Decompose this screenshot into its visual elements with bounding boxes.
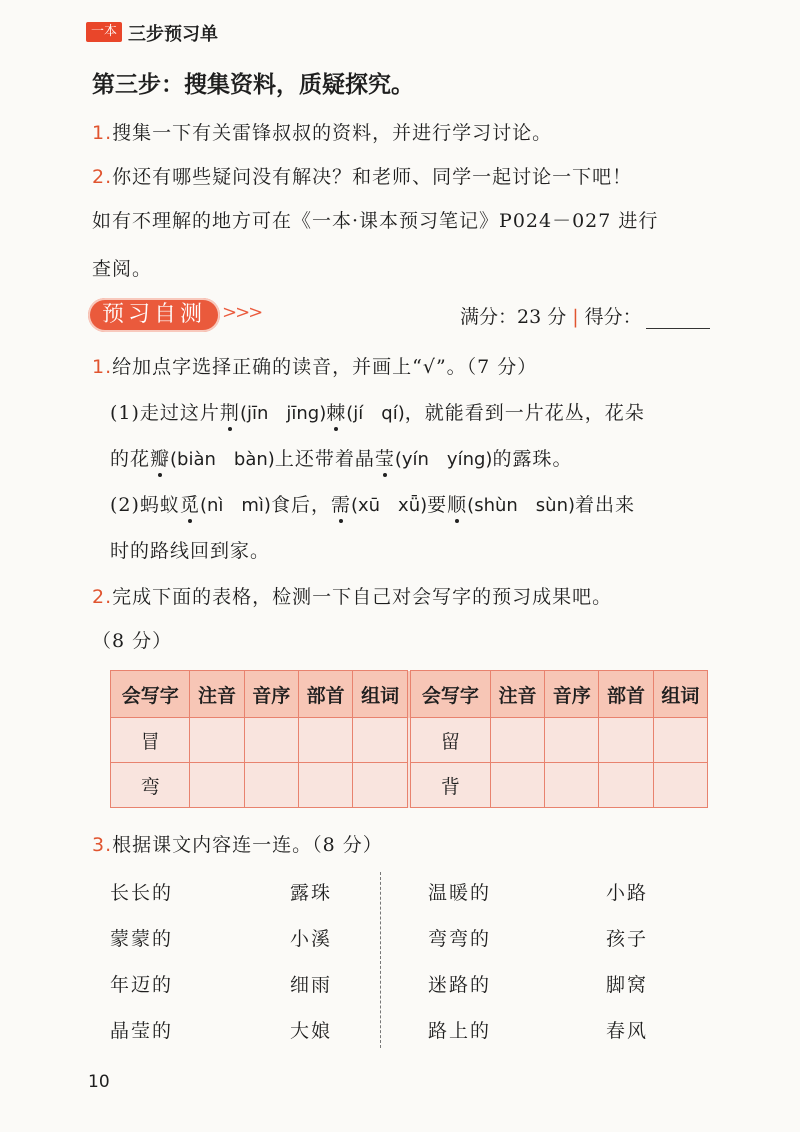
match-left-item[interactable]: 迷路的 — [428, 974, 492, 996]
score-label: 得分： — [584, 306, 642, 328]
match-right-item[interactable]: 春风 — [606, 1020, 649, 1042]
pinyin-options[interactable]: (biàn bàn) — [170, 449, 275, 470]
step3-item-2 — [92, 162, 632, 189]
pinyin-options[interactable]: (shùn sùn) — [467, 495, 576, 516]
dotted-char: 需 — [331, 490, 351, 517]
match-left-item[interactable]: 弯弯的 — [428, 928, 492, 950]
table-cell: 弯 — [111, 763, 190, 808]
table-row — [111, 718, 708, 763]
table-header: 会写字 — [409, 671, 490, 718]
match-left-item[interactable]: 长长的 — [110, 882, 174, 904]
q3-prompt — [92, 830, 383, 857]
table-cell[interactable] — [353, 718, 409, 763]
text-segment: (2)蚂蚁 — [110, 494, 180, 516]
pinyin-options[interactable]: (yín yíng) — [394, 449, 493, 470]
column-divider — [380, 872, 381, 1048]
match-left-item[interactable]: 晶莹的 — [110, 1020, 174, 1042]
item-number: 2. — [92, 166, 113, 188]
item-text: 搜集一下有关雷锋叔叔的资料，并进行学习讨论。 — [112, 122, 553, 144]
dotted-char: 莹 — [375, 444, 395, 471]
q1-line-3 — [110, 490, 635, 517]
text-segment: 着出来 — [575, 494, 636, 516]
dotted-char: 瓣 — [150, 444, 170, 471]
q1-prompt — [92, 352, 537, 379]
table-cell[interactable] — [244, 763, 298, 808]
pinyin-options[interactable]: (xū xǖ) — [350, 495, 428, 516]
match-right-item[interactable]: 小路 — [606, 882, 649, 904]
q1-line-2 — [110, 444, 572, 471]
table-header: 部首 — [599, 671, 653, 718]
table-header: 组词 — [353, 671, 409, 718]
table-cell[interactable] — [298, 763, 352, 808]
table-row — [111, 763, 708, 808]
table-cell[interactable] — [599, 763, 653, 808]
pinyin-options[interactable]: (jí qí) — [346, 403, 405, 424]
text-segment: 的花 — [110, 448, 151, 470]
match-right-item[interactable]: 小溪 — [290, 928, 333, 950]
text-segment: 食后， — [270, 494, 331, 516]
match-right-item[interactable]: 细雨 — [290, 974, 333, 996]
q2-prompt — [92, 582, 612, 609]
table-cell[interactable] — [545, 763, 599, 808]
dotted-char: 觅 — [180, 490, 200, 517]
text-segment: ，就能看到一片花丛，花朵 — [404, 402, 645, 424]
question-number: 1. — [92, 356, 113, 378]
q1-line-4: 时的路线回到家。 — [110, 540, 271, 562]
page-number: 10 — [88, 1072, 110, 1092]
table-header: 注音 — [190, 671, 244, 718]
table-header-row — [111, 671, 708, 718]
question-number: 2. — [92, 586, 113, 608]
question-number: 3. — [92, 834, 113, 856]
score-separator: | — [572, 306, 579, 328]
table-cell[interactable] — [190, 718, 244, 763]
text-segment: 上还带着晶 — [274, 448, 375, 470]
table-cell[interactable] — [298, 718, 352, 763]
table-header: 部首 — [298, 671, 352, 718]
full-score: 满分：23 分 — [460, 306, 567, 328]
item-text: 你还有哪些疑问没有解决？和老师、同学一起讨论一下吧！ — [112, 166, 633, 188]
table-cell: 留 — [409, 718, 490, 763]
match-right-item[interactable]: 露珠 — [290, 882, 333, 904]
score-blank[interactable] — [646, 310, 710, 329]
q2-points: （8 分） — [92, 630, 173, 652]
text-segment: (1)走过这片 — [110, 402, 220, 424]
table-cell[interactable] — [599, 718, 653, 763]
match-right-item[interactable]: 脚窝 — [606, 974, 649, 996]
pinyin-options[interactable]: (nì mì) — [199, 495, 271, 516]
table-cell: 背 — [409, 763, 490, 808]
dotted-char: 顺 — [447, 490, 467, 517]
table-header: 会写字 — [111, 671, 190, 718]
match-left-item[interactable]: 年迈的 — [110, 974, 174, 996]
table-cell: 冒 — [111, 718, 190, 763]
table-cell[interactable] — [653, 763, 707, 808]
match-left-item[interactable]: 蒙蒙的 — [110, 928, 174, 950]
table-header: 组词 — [653, 671, 707, 718]
dotted-char: 棘 — [326, 398, 346, 425]
reference-note: 如有不理解的地方可在《一本·课本预习笔记》P024－027 进行 — [92, 210, 659, 232]
table-header: 音序 — [244, 671, 298, 718]
text-segment: 要 — [427, 494, 448, 516]
pinyin-options[interactable]: (jīn jīng) — [239, 403, 327, 424]
match-left-item[interactable]: 路上的 — [428, 1020, 492, 1042]
item-number: 1. — [92, 122, 113, 144]
table-cell[interactable] — [653, 718, 707, 763]
table-cell[interactable] — [490, 718, 544, 763]
table-header: 注音 — [490, 671, 544, 718]
table-cell[interactable] — [244, 718, 298, 763]
table-cell[interactable] — [545, 718, 599, 763]
q1-line-1 — [110, 398, 645, 425]
question-text: 根据课文内容连一连。（8 分） — [112, 834, 383, 856]
reference-note-cont: 查阅。 — [92, 258, 153, 280]
brand-logo: 一本 — [86, 22, 122, 42]
text-segment: 的露珠。 — [492, 448, 573, 470]
step3-title: 第三步：搜集资料，质疑探究。 — [92, 72, 414, 98]
match-right-item[interactable]: 孩子 — [606, 928, 649, 950]
question-text: 完成下面的表格，检测一下自己对会写字的预习成果吧。 — [112, 586, 613, 608]
character-table — [110, 670, 708, 808]
chevron-right-icon: >>> — [222, 302, 262, 323]
table-cell[interactable] — [353, 763, 409, 808]
match-right-item[interactable]: 大娘 — [290, 1020, 333, 1042]
table-header: 音序 — [545, 671, 599, 718]
table-cell[interactable] — [490, 763, 544, 808]
score-box — [460, 302, 710, 329]
table-cell[interactable] — [190, 763, 244, 808]
dotted-char: 荆 — [220, 398, 240, 425]
step3-item-1 — [92, 118, 552, 145]
question-text: 给加点字选择正确的读音，并画上“√”。（7 分） — [112, 356, 538, 378]
self-test-badge: 预习自测 — [88, 298, 220, 332]
page-header-title: 三步预习单 — [128, 24, 218, 45]
match-left-item[interactable]: 温暖的 — [428, 882, 492, 904]
